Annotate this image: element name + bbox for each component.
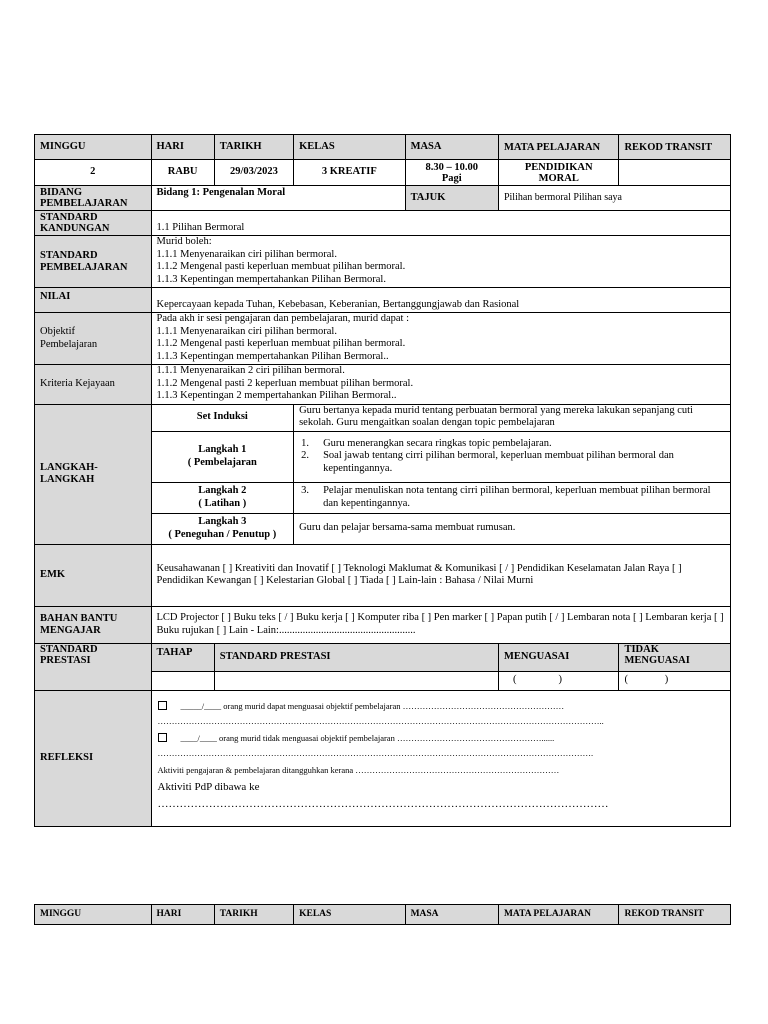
obj-line-1: 1.1.1 Menyenaraikan ciri pilihan bermoral. xyxy=(156,325,337,337)
standard-kandungan-label: STANDARD KANDUNGAN xyxy=(35,211,152,236)
lesson-plan-table xyxy=(34,134,731,827)
mata-line1: PENDIDIKAN xyxy=(524,161,593,173)
standard-pembelajaran-label: STANDARD PEMBELAJARAN xyxy=(35,236,152,288)
standard-prestasi-value xyxy=(214,671,498,690)
bottom-header-kelas: KELAS xyxy=(294,905,405,925)
bottom-header-hari: HARI xyxy=(151,905,214,925)
tidak-menguasai-header xyxy=(619,643,731,671)
langkah2-step-3: 3. Pelajar menuliskan nota tentang cirri pilihan bermoral, keperluan membuat pilihan bermoral dan kepentingannya. xyxy=(301,485,711,509)
langkah2-steps xyxy=(294,482,731,513)
bottom-header-rekod-transit: REKOD TRANSIT xyxy=(619,905,731,925)
set-induksi-text: Guru bertanya kepada murid tentang perbuatan bermoral yang mereka lakukan sepanjang cuti sekolah. Guru mengaitkan soalan dengan topic pembelajaran xyxy=(294,404,731,431)
bahan-label-line2: MENGAJAR xyxy=(40,624,101,636)
objektif-label-line1: Objektif xyxy=(40,326,75,337)
langkah-label xyxy=(35,404,152,544)
nilai-value: Kepercayaan kepada Tuhan, Kebebasan, Keberanian, Bertanggungjawab dan Rasional xyxy=(151,288,731,313)
standard-kandungan-value: 1.1 Pilihan Bermoral xyxy=(151,211,731,236)
bahan-label xyxy=(35,606,152,643)
standard-pembelajaran-value xyxy=(151,236,731,288)
header-hari: HARI xyxy=(151,135,214,160)
value-mata-pelajaran xyxy=(498,160,619,186)
kriteria-label: Kriteria Kejayaan xyxy=(35,365,152,405)
langkah1-step-1: 1. Guru menerangkan secara ringkas topic pembelajaran. xyxy=(301,437,552,449)
value-minggu: 2 xyxy=(35,160,152,186)
header-mata-pelajaran: MATA PELAJARAN xyxy=(498,135,619,160)
bidang-value: Bidang 1: Pengenalan Moral xyxy=(151,186,405,211)
header-minggu: MINGGU xyxy=(35,135,152,160)
tahap-header: TAHAP xyxy=(151,643,214,671)
refleksi-line2b: ………………………………………………………………………………………………………………………………………. xyxy=(157,747,594,758)
langkah3-label xyxy=(151,513,294,544)
menguasai-value: ( ) xyxy=(498,671,619,690)
objektif-value xyxy=(151,313,731,365)
bottom-header-masa: MASA xyxy=(405,905,498,925)
next-lesson-header-table xyxy=(34,904,731,925)
standard-prestasi-header: STANDARD PRESTASI xyxy=(214,643,498,671)
langkah3-label-line1: Langkah 3 xyxy=(198,516,247,527)
langkah2-label-line1: Langkah 2 xyxy=(198,485,247,496)
langkah2-label-line2: ( Latihan ) xyxy=(198,497,247,509)
tidak-menguasai-value: ( ) xyxy=(619,671,731,690)
bottom-header-mata-pelajaran: MATA PELAJARAN xyxy=(498,905,619,925)
langkah2-label xyxy=(151,482,294,513)
tajuk-value: Pilihan bermoral Pilihan saya xyxy=(498,186,730,211)
obj-line-2: 1.1.2 Mengenal pasti keperluan membuat pilihan bermoral. xyxy=(156,338,406,349)
checkbox-icon[interactable] xyxy=(158,701,167,710)
tajuk-label: TAJUK xyxy=(405,186,498,211)
checkbox-icon[interactable] xyxy=(158,733,167,742)
refleksi-line5: …………………………………………………………………………………………………………… xyxy=(157,797,609,810)
langkah1-steps xyxy=(294,431,731,482)
value-masa xyxy=(405,160,498,186)
mata-line2: MORAL xyxy=(538,172,579,184)
langkah-label-line2: LANGKAH xyxy=(40,474,95,485)
tahap-value xyxy=(151,671,214,690)
sp-line-1: 1.1.1 Menyenaraikan ciri pilihan bermoral. xyxy=(156,248,337,260)
langkah1-step-2: 2. Soal jawab tentang cirri pilihan bermoral, keperluan membuat pilihan bermoral dan kepentingannya. xyxy=(301,450,674,474)
emk-text: Keusahawanan [ ] Kreativiti dan Inovatif [ ] Teknologi Maklumat & Komunikasi [ / ] Pendidikan Keselamatan Jalan Raya [ ] Pendidikan Kewangan [ ] Kelestarian Global [ ] Tiada [ ] Lain-lain : Bahasa / Nilai Murni xyxy=(151,544,731,606)
refleksi-line4: Aktiviti PdP dibawa ke xyxy=(157,780,260,793)
value-rekod-transit xyxy=(619,160,731,186)
kriteria-value xyxy=(151,365,731,405)
objektif-label-line2: Pembelajaran xyxy=(40,338,98,350)
kk-line-0: 1.1.1 Menyenaraikan 2 ciri pilihan bermoral. xyxy=(156,365,345,376)
sp-line-2: 1.1.2 Mengenal pasti keperluan membuat pilihan bermoral. xyxy=(156,261,406,272)
prestasi-label xyxy=(35,643,152,690)
langkah1-label xyxy=(151,431,294,482)
value-kelas: 3 KREATIF xyxy=(294,160,405,186)
sp-line-3: 1.1.3 Kepentingan mempertahankan Pilihan Bermoral. xyxy=(156,273,386,285)
langkah1-label-line1: Langkah 1 xyxy=(198,444,247,455)
obj-line-3: 1.1.3 Kepentingan mempertahankan Pilihan Bermoral.. xyxy=(156,350,389,362)
header-masa: MASA xyxy=(405,135,498,160)
bottom-header-minggu: MINGGU xyxy=(35,905,152,925)
bidang-label: BIDANG PEMBELAJARAN xyxy=(35,186,152,211)
bottom-header-tarikh: TARIKH xyxy=(214,905,293,925)
refleksi-line1: _____/____ orang murid dapat menguasai objektif pembelajaran ………………………………………………… xyxy=(158,701,726,712)
value-tarikh: 29/03/2023 xyxy=(214,160,293,186)
header-kelas: KELAS xyxy=(294,135,405,160)
refleksi-line3: Aktiviti pengajaran & pembelajaran ditangguhkan kerana ……………………………………………………………… xyxy=(157,764,560,775)
kk-line-2: 1.1.3 Kepentingan 2 mempertahankan Pilihan Bermoral.. xyxy=(156,390,397,401)
refleksi-line2: ____/____ orang murid tidak menguasai objektif pembelajaran ……………………………………………...... xyxy=(158,733,726,744)
objektif-label xyxy=(35,313,152,365)
masa-line2: Pagi xyxy=(441,172,462,184)
tidak-line1: TIDAK xyxy=(624,643,659,655)
langkah1-label-line2: ( Pembelajaran xyxy=(187,456,257,468)
header-rekod-transit: REKOD TRANSIT xyxy=(619,135,731,160)
langkah-label-line1: LANGKAH- xyxy=(40,461,98,473)
bahan-label-line1: BAHAN BANTU xyxy=(40,612,118,624)
emk-label: EMK xyxy=(35,544,152,606)
kk-line-1: 1.1.2 Mengenal pasti 2 keperluan membuat pilihan bermoral. xyxy=(156,377,414,389)
tidak-line2: MENGUASAI xyxy=(624,654,690,666)
bahan-text: LCD Projector [ ] Buku teks [ / ] Buku kerja [ ] Komputer riba [ ] Pen marker [ ] Papan putih [ / ] Lembaran nota [ ] Lembaran kerja [ ] Buku rujukan [ ] Lain - Lain:.................................................... xyxy=(151,606,731,643)
langkah3-label-line2: ( Peneguhan / Penutup ) xyxy=(168,528,277,540)
header-tarikh: TARIKH xyxy=(214,135,293,160)
prestasi-label-line2: PRESTASI xyxy=(40,654,91,666)
prestasi-label-line1: STANDARD xyxy=(40,643,98,655)
refleksi-label: REFLEKSI xyxy=(35,690,152,826)
menguasai-header: MENGUASAI xyxy=(498,643,619,671)
refleksi-content xyxy=(151,690,731,826)
nilai-label: NILAI xyxy=(35,288,152,313)
set-induksi-label: Set Induksi xyxy=(151,404,294,431)
value-hari: RABU xyxy=(151,160,214,186)
langkah3-text: Guru dan pelajar bersama-sama membuat rumusan. xyxy=(294,513,731,544)
sp-line-0: Murid boleh: xyxy=(156,236,212,247)
masa-line1: 8.30 – 10.00 xyxy=(425,161,478,173)
obj-line-0: Pada akh ir sesi pengajaran dan pembelajaran, murid dapat : xyxy=(156,313,409,324)
refleksi-line1b: ………………………………………………………………………………………………………………………………………….. xyxy=(157,715,604,726)
